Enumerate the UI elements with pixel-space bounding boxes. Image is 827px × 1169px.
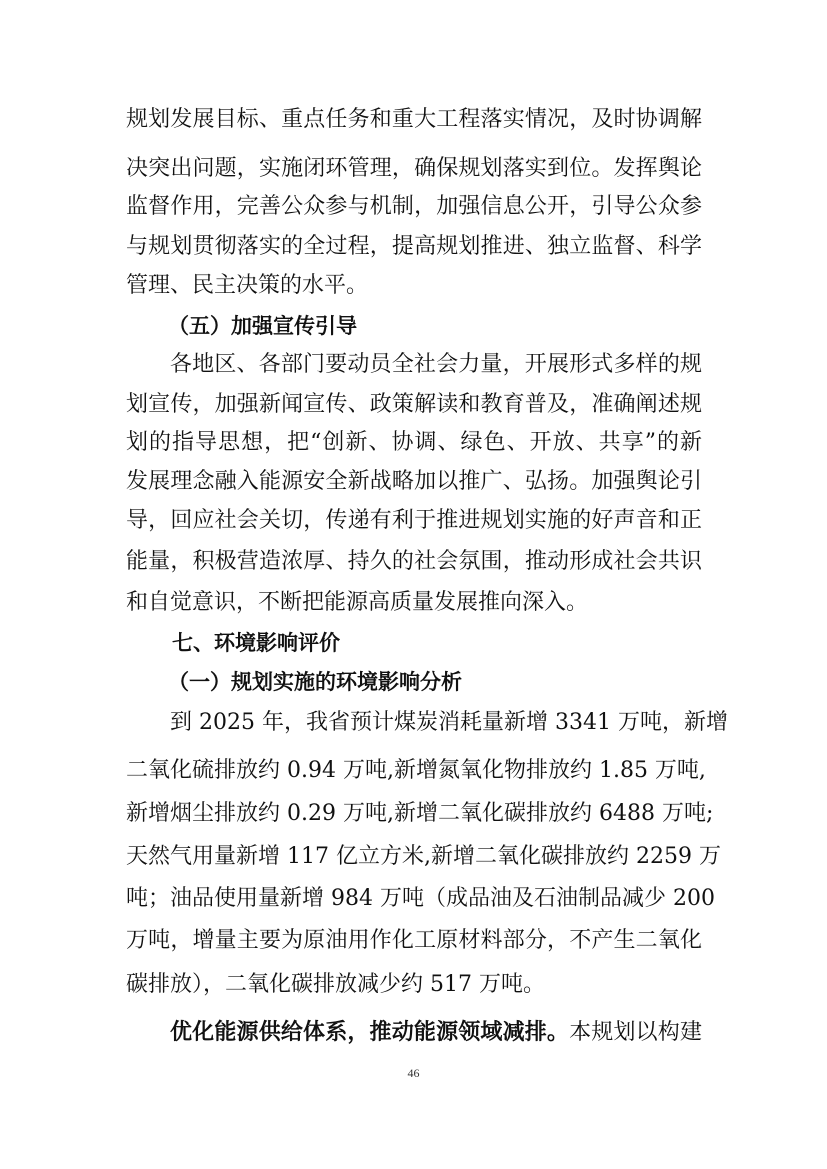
- paragraph-line: 和自觉意识，不断把能源高质量发展推向深入。: [126, 590, 589, 615]
- paragraph-text: 本规划以构建: [569, 1020, 702, 1045]
- paragraph-line: 新增烟尘排放约 0.29 万吨,新增二氧化碳排放约 6488 万吨;: [126, 801, 714, 826]
- paragraph-line: 各地区、各部门要动员全社会力量，开展形式多样的规: [170, 352, 702, 377]
- paragraph-line: 监督作用，完善公众参与机制，加强信息公开，引导公众参: [126, 194, 702, 219]
- paragraph-line: 规划发展目标、重点任务和重大工程落实情况，及时协调解: [126, 107, 702, 132]
- paragraph-line: 划宣传，加强新闻宣传、政策解读和教育普及，准确阐述规: [126, 392, 702, 417]
- paragraph-line: 碳排放），二氧化碳排放减少约 517 万吨。: [126, 972, 545, 997]
- paragraph-line: 决突出问题，实施闭环管理，确保规划落实到位。发挥舆论: [126, 156, 702, 181]
- paragraph-line: 导，回应社会关切，传递有利于推进规划实施的好声音和正: [126, 508, 702, 533]
- paragraph-line: [170, 1013, 702, 1053]
- paragraph-line: 到 2025 年，我省预计煤炭消耗量新增 3341 万吨，新增: [170, 710, 728, 735]
- paragraph-line: 万吨，增量主要为原油用作化工原材料部分，不产生二氧化: [126, 928, 702, 953]
- paragraph-line: 管理、民主决策的水平。: [126, 273, 369, 298]
- paragraph-line: 天然气用量新增 117 亿立方米,新增二氧化碳排放约 2259 万: [126, 844, 721, 869]
- chapter-heading: 七、环境影响评价: [172, 631, 340, 655]
- section-heading: （一）规划实施的环境影响分析: [168, 670, 462, 694]
- paragraph-line: 二氧化硫排放约 0.94 万吨,新增氮氧化物排放约 1.85 万吨,: [126, 758, 706, 783]
- paragraph-line: 吨；油品使用量新增 984 万吨（成品油及石油制品减少 200: [126, 886, 715, 911]
- paragraph-line: 能量，积极营造浓厚、持久的社会氛围，推动形成社会共识: [126, 549, 702, 574]
- page-number: 46: [407, 1066, 420, 1080]
- paragraph-line: 划的指导思想，把“创新、协调、绿色、开放、共享”的新: [126, 430, 702, 455]
- bold-lead-text: 优化能源供给体系，推动能源领域减排。: [170, 1020, 570, 1045]
- paragraph-line: 与规划贯彻落实的全过程，提高规划推进、独立监督、科学: [126, 234, 702, 259]
- section-heading: （五）加强宣传引导: [168, 314, 357, 338]
- paragraph-line: 发展理念融入能源安全新战略加以推广、弘扬。加强舆论引: [126, 469, 702, 494]
